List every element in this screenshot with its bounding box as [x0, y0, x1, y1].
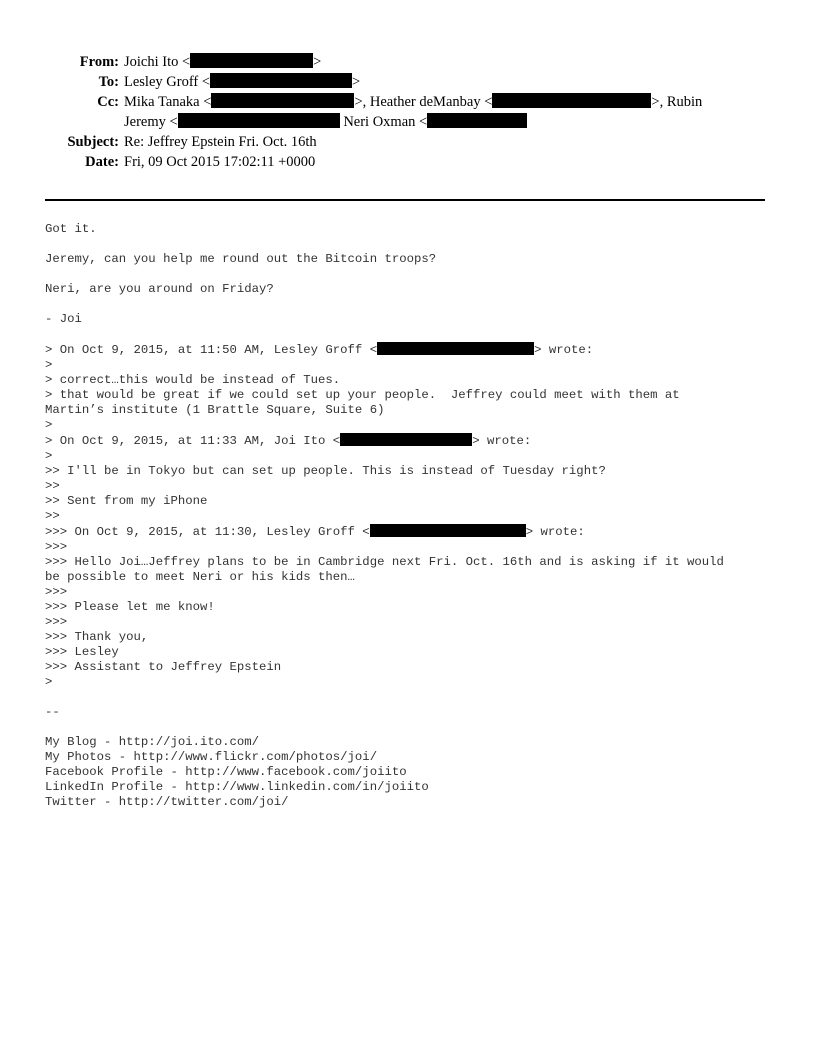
from-row	[0, 52, 816, 72]
date-value: Fri, 09 Oct 2015 17:02:11 +0000	[124, 154, 316, 170]
quote-line: >>> Hello Joi…Jeffrey plans to be in Cambridge next Fri. Oct. 16th and is asking if it would	[45, 555, 724, 569]
to-close: >	[352, 74, 361, 90]
cc-row	[0, 92, 816, 132]
quote-line	[45, 342, 775, 358]
quote-line: >>> Please let me know!	[45, 600, 215, 614]
blank-line	[45, 690, 775, 705]
quote-line	[45, 524, 775, 540]
signature-line: My Photos - http://www.flickr.com/photos/joi/	[45, 750, 378, 764]
from-name: Joichi Ito <	[124, 54, 191, 70]
quote-line: >	[45, 418, 53, 432]
quote-line: >>> Lesley	[45, 645, 119, 659]
date-label: Date:	[85, 154, 119, 170]
quote-line: >>	[45, 509, 60, 523]
cc-text: Mika Tanaka <	[124, 94, 212, 110]
to-label: To:	[98, 74, 119, 90]
quote-line: > correct…this would be instead of Tues.	[45, 373, 341, 387]
cc-text: Neri Oxman <	[339, 114, 428, 130]
redaction-bar	[370, 524, 526, 537]
signature-line: Facebook Profile - http://www.facebook.com/joiito	[45, 765, 407, 779]
signature-line: LinkedIn Profile - http://www.linkedin.com/in/joiito	[45, 780, 429, 794]
redaction-bar	[210, 73, 352, 88]
cc-label: Cc:	[97, 94, 119, 110]
body-line: Got it.	[45, 222, 97, 236]
from-value	[124, 52, 744, 72]
blank-line	[45, 720, 775, 735]
from-close: >	[313, 54, 322, 70]
quote-line: >	[45, 358, 53, 372]
body-line: - Joi	[45, 312, 82, 326]
quote-text: > wrote:	[534, 343, 594, 357]
quote-line: >> I'll be in Tokyo but can set up people. This is instead of Tuesday right?	[45, 464, 606, 478]
quote-text: > wrote:	[472, 434, 532, 448]
cc-line-1	[124, 92, 744, 112]
blank-line	[45, 267, 775, 282]
quote-line: >>> Thank you,	[45, 630, 149, 644]
signature-line: My Blog - http://joi.ito.com/	[45, 735, 260, 749]
redaction-bar	[377, 342, 534, 355]
quote-line	[45, 433, 775, 449]
redaction-bar	[178, 113, 340, 128]
quote-line: >>>	[45, 615, 68, 629]
redaction-bar	[427, 113, 527, 128]
quote-line: >>	[45, 479, 60, 493]
quote-line: be possible to meet Neri or his kids then…	[45, 570, 355, 584]
signature-line: Twitter - http://twitter.com/joi/	[45, 795, 289, 809]
cc-text: >, Rubin	[651, 94, 703, 110]
redaction-bar	[340, 433, 472, 446]
subject-value: Re: Jeffrey Epstein Fri. Oct. 16th	[124, 134, 317, 150]
quote-text: >>> On Oct 9, 2015, at 11:30, Lesley Groff <	[45, 525, 370, 539]
signature-separator: --	[45, 705, 60, 719]
quote-text: > wrote:	[525, 525, 585, 539]
from-label: From:	[79, 54, 119, 70]
date-row	[0, 152, 816, 172]
blank-line	[45, 327, 775, 342]
cc-text: >, Heather deManbay <	[354, 94, 493, 110]
email-body	[45, 222, 775, 810]
quote-line: Martin’s institute (1 Brattle Square, Suite 6)	[45, 403, 385, 417]
quote-line: >	[45, 449, 53, 463]
to-value	[124, 72, 744, 92]
header-divider	[45, 199, 765, 201]
to-name: Lesley Groff <	[124, 74, 211, 90]
quote-text: > On Oct 9, 2015, at 11:50 AM, Lesley Groff <	[45, 343, 378, 357]
redaction-bar	[211, 93, 354, 108]
to-row	[0, 72, 816, 92]
blank-line	[45, 297, 775, 312]
email-header	[0, 52, 816, 172]
body-line: Jeremy, can you help me round out the Bitcoin troops?	[45, 252, 437, 266]
body-line: Neri, are you around on Friday?	[45, 282, 274, 296]
quote-line: >	[45, 675, 53, 689]
quote-line: >>> Assistant to Jeffrey Epstein	[45, 660, 282, 674]
quote-line: >>>	[45, 540, 68, 554]
redaction-bar	[190, 53, 313, 68]
cc-line-2	[124, 112, 744, 132]
quote-line: >> Sent from my iPhone	[45, 494, 208, 508]
subject-row	[0, 132, 816, 152]
redaction-bar	[492, 93, 651, 108]
quote-line: >>>	[45, 585, 68, 599]
subject-label: Subject:	[67, 134, 119, 150]
quote-text: > On Oct 9, 2015, at 11:33 AM, Joi Ito <	[45, 434, 341, 448]
blank-line	[45, 237, 775, 252]
cc-text: Jeremy <	[124, 114, 178, 130]
cc-value	[124, 92, 744, 132]
quote-line: > that would be great if we could set up your people. Jeffrey could meet with them at	[45, 388, 680, 402]
